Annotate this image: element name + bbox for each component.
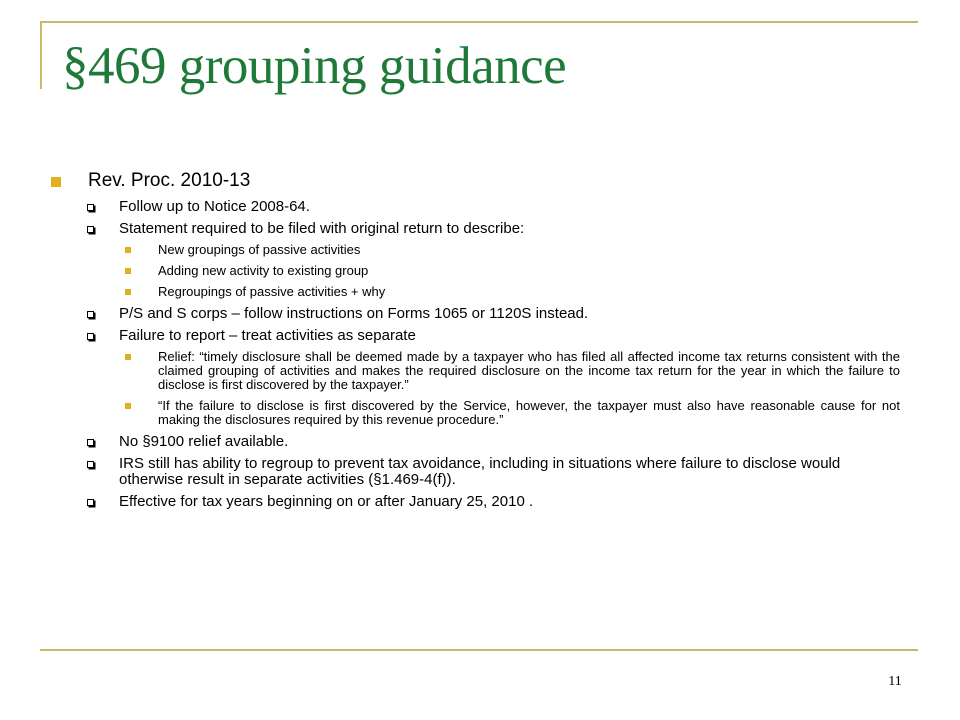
- sub-list-item-text: Regroupings of passive activities + why: [158, 284, 386, 299]
- list-item: [50, 306, 900, 322]
- list-item: [50, 199, 900, 215]
- list-item: [50, 434, 900, 450]
- square-bullet-icon: [125, 247, 131, 253]
- list-item-text: Effective for tax years beginning on or after January 25, 2010 .: [119, 493, 534, 510]
- sub-list-item-text: New groupings of passive activities: [158, 242, 361, 257]
- list-item: [50, 221, 900, 237]
- left-rule: [40, 21, 42, 89]
- sub-list-item: [50, 285, 900, 299]
- main-bullet-text: Rev. Proc. 2010-13: [88, 170, 251, 191]
- hollow-square-bullet-icon: [87, 333, 94, 340]
- sub-list-item: [50, 399, 900, 427]
- main-bullet: [50, 170, 900, 192]
- bottom-rule: [40, 649, 918, 651]
- list-item: [50, 494, 900, 510]
- hollow-square-bullet-icon: [87, 499, 94, 506]
- slide-title: §469 grouping guidance: [62, 37, 567, 95]
- hollow-square-bullet-icon: [87, 226, 94, 233]
- square-bullet-icon: [125, 403, 131, 409]
- square-bullet-icon: [125, 289, 131, 295]
- square-bullet-icon: [125, 354, 131, 360]
- hollow-square-bullet-icon: [87, 311, 94, 318]
- list-item: [50, 456, 900, 488]
- sub-list-item: [50, 243, 900, 257]
- page-number: 11: [888, 674, 902, 689]
- list-item-text: IRS still has ability to regroup to prevent tax avoidance, including in situations where failure to disclose would otherwise result in separate activities (§1.469-4(f)).: [119, 455, 841, 488]
- list-item-text: Statement required to be filed with original return to describe:: [119, 220, 525, 237]
- sub-list-item: [50, 264, 900, 278]
- hollow-square-bullet-icon: [87, 439, 94, 446]
- hollow-square-bullet-icon: [87, 204, 94, 211]
- square-bullet-icon: [125, 268, 131, 274]
- list-item-text: P/S and S corps – follow instructions on Forms 1065 or 1120S instead.: [119, 305, 589, 322]
- sub-list-item: [50, 350, 900, 392]
- sub-list-item-text: Adding new activity to existing group: [158, 263, 369, 278]
- slide-body: [50, 170, 900, 516]
- square-bullet-icon: [51, 177, 61, 187]
- list-item-text: No §9100 relief available.: [119, 433, 289, 450]
- top-rule: [40, 21, 918, 23]
- hollow-square-bullet-icon: [87, 461, 94, 468]
- list-item: [50, 328, 900, 344]
- list-item-text: Follow up to Notice 2008-64.: [119, 198, 310, 215]
- sub-list-item-text: Relief: “timely disclosure shall be deemed made by a taxpayer who has filed all affected income tax returns consistent with the claimed grouping of activities and makes the required disclosure on the income tax return for the year in which the failure to disclose is first discovered by the taxpayer.”: [158, 349, 900, 392]
- sub-list-item-text: “If the failure to disclose is first discovered by the Service, however, the taxpayer must also have reasonable cause for not making the disclosures required by this revenue procedure.”: [158, 398, 900, 427]
- list-item-text: Failure to report – treat activities as separate: [119, 327, 416, 344]
